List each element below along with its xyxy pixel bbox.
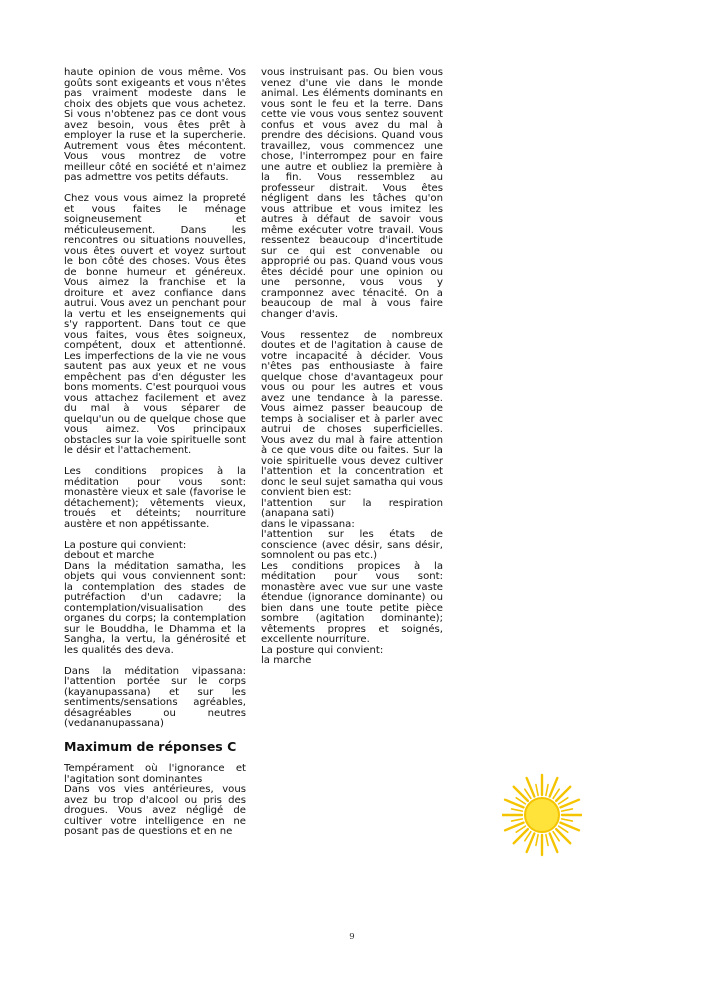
sun-ray	[512, 819, 523, 821]
vipassana-label: dans le vipassana:	[261, 518, 355, 530]
paragraph-opinion: haute opinion de vous même. Vos goûts sont exigeants et vous n'êtes pas vraiment modeste dans le choix des objets que vous achetez. Si vous n'obtenez pas ce dont vous avez besoin, vous êtes prêt à employer la ruse et la supercherie. Autrement vous êtes mécontent. Vous vous montrez de votre meilleur côté en société et n'aimez pas admettre vos petits défauts.	[64, 67, 246, 183]
paragraph-instruisant: vous instruisant pas. Ou bien vous venez d'une vie dans le monde animal. Les éléments dominants en vous sont le feu et la terre. Dans cette vie vous vous sentez souvent confus et vous avez du mal à prendre des décisions. Quand vous travaillez, vous commencez une chose, l'interrompez pour en faire une autre et oubliez la première à la fin. Vous ressemblez au professeur distrait. Vous êtes négligent dans les tâches qu'on vous attribue et vous imitez les autres à défaut de savoir vous même exécuter votre travail. Vous ressentez beaucoup d'incertitude sur ce qui est convenable ou approprié ou pas. Quand vous vous êtes décidé pour une opinion ou une personne, vous vous y cramponnez avec ténacité. On a beaucoup de mal à vous faire changer d'avis.	[261, 67, 443, 320]
left-column	[64, 68, 246, 838]
paragraph-conditions-c: Les conditions propices à la méditation pour vous sont: monastère avec vue sur une vaste étendue (ignorance dominante) ou bien dans une toute petite pièce sombre (agitation dominante); vêtements propres et soignés, excellente nourriture.	[261, 560, 443, 645]
sun-ray	[556, 829, 570, 843]
posture-value-c: la marche	[261, 655, 312, 666]
sun-core	[525, 798, 559, 832]
sun-ray	[536, 835, 538, 846]
sun-ray	[546, 835, 548, 846]
section-heading: Maximum de réponses C	[64, 739, 237, 754]
page-number: 9	[349, 932, 355, 942]
vipassana-subject: l'attention sur les états de conscience (avec désir, sans désir, somnolent ou pas etc.)	[261, 529, 443, 561]
samatha-subject: l'attention sur la respiration (anapana sati)	[261, 497, 443, 519]
sun-ray	[512, 809, 523, 811]
sun-ray	[546, 785, 548, 796]
paragraph-vipassana: Dans la méditation vipassana: l'attention portée sur le corps (kayanupassana) et sur les sentiments/sensations agréables, désagréables ou neutres (vedananupassana)	[64, 665, 246, 729]
paragraph-vies-anterieures: Dans vos vies antérieures, vous avez bu trop d'alcool ou pris des drogues. Vous avez négligé de cultiver votre intelligence en ne posant pas de questions et en ne	[64, 784, 246, 837]
temperament-title: Tempérament où l'ignorance et l'agitation sont dominantes	[64, 763, 246, 785]
paragraph-doutes: Vous ressentez de nombreux doutes et de l'agitation à cause de votre incapacité à décider. Vous n'êtes pas enthousiaste à faire quelque chose d'avantageux pour vous ou pour les autres et vous avez une tendance à la paresse. Vous aimez passer beaucoup de temps à socialiser et à parler avec autrui de choses superficielles. Vous avez du mal à faire attention à ce que vous dite ou faites. Sur la voie spirituelle vous devez cultiver l'attention et la concentration et donc le seul sujet samatha qui vous convient bien est:	[261, 329, 443, 498]
sun-icon	[502, 773, 582, 857]
sun-ray	[536, 785, 538, 796]
right-column	[261, 68, 443, 667]
sun-ray	[556, 787, 570, 801]
posture-label: La posture qui convient:	[64, 539, 187, 551]
paragraph-proprete: Chez vous vous aimez la propreté et vous faites le ménage soigneusement et méticuleusement. Dans les rencontres ou situations nouvelles, vous êtes ouvert et voyez surtout le bon côté des choses. Vous êtes de bonne humeur et généreux. Vous aimez la franchise et la droiture et avez confiance dans autrui. Vous avez un penchant pour la vertu et les enseignements qui s'y rapportent. Dans tout ce que vous faites, vous êtes soigneux, compétent, doux et attentionné. Les imperfections de la vie ne vous sautent pas aux yeux et ne vous empêchent pas d'en déguster les bons moments. C'est pourquoi vous vous attachez facilement et avez du mal à vous séparer de quelqu'un ou de quelque chose que vous aimez. Vos principaux obstacles sur la voie spirituelle sont le désir et l'attachement.	[64, 193, 246, 456]
paragraph-samatha: Dans la méditation samatha, les objets qui vous conviennent sont: la contemplation des stades de putréfaction d'un cadavre; la contemplation/visualisation des organes du corps; la contemplation sur le Bouddha, le Dhamma et la Sangha, la vertu, la générosité et les qualités des deva.	[64, 560, 246, 656]
sun-ray	[514, 829, 528, 843]
sun-ray	[562, 819, 573, 821]
posture-value: debout et marche	[64, 550, 155, 561]
sun-ray	[514, 787, 528, 801]
sun-ray	[562, 809, 573, 811]
posture-label-c: La posture qui convient:	[261, 644, 384, 656]
paragraph-conditions: Les conditions propices à la méditation pour vous sont: monastère vieux et sale (favorise le détachement); vêtements vieux, troués et déteints; nourriture austère et non appétissante.	[64, 466, 246, 530]
